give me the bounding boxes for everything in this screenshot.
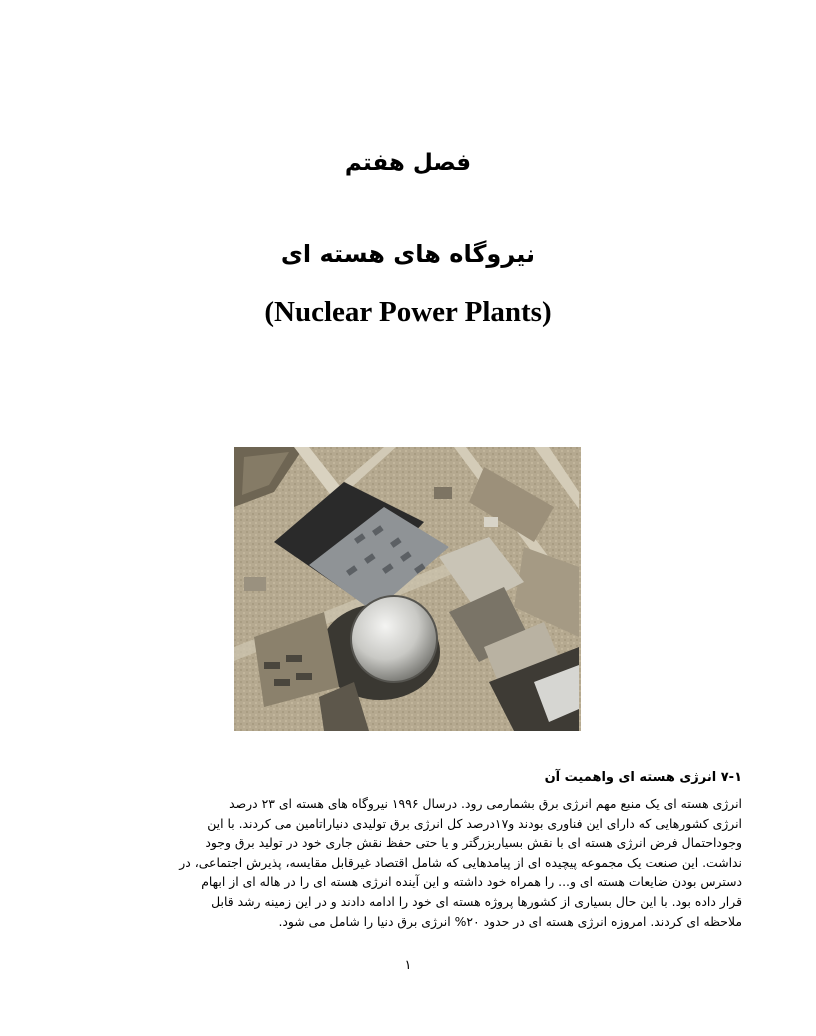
paragraph-line: قرار داده بود. با این حال بسیاری از کشورها پروژه هسته ای خود را ادامه دادند و در این زمینه رشد قابل xyxy=(211,893,742,909)
chapter-title: فصل هفتم xyxy=(344,150,472,176)
english-title: (Nuclear Power Plants) xyxy=(264,296,552,328)
paragraph-line: انرژی هسته ای یک منبع مهم انرژی برق بشمارمی رود. درسال ۱۹۹۶ نیروگاه های هسته ای ۲۳ درصد xyxy=(229,796,742,811)
paragraph-line: وجوداحتمال فرض انرژی هسته ای با نقش بسیاربزرگتر و یا حتی حفظ نقش جاری خود در تولید برق وجود xyxy=(205,835,742,851)
main-title: نیروگاه های هسته ای xyxy=(280,240,536,268)
nuclear-plant-aerial-photo xyxy=(234,447,581,731)
section-heading: ۷-۱ انرژی هسته ای واهمیت آن xyxy=(544,770,742,785)
body-paragraph xyxy=(74,794,742,931)
page-number: ۱ xyxy=(404,958,412,973)
paragraph-line: نداشت. این صنعت یک مجموعه پیچیده ای از پیامدهایی که شامل اقتصاد غیرقابل مقایسه، پذیرش اجتماعی، در xyxy=(179,854,742,870)
paragraph-line: انرژی کشورهایی که دارای این فناوری بودند و۱۷درصد کل انرژی برق تولیدی دنیاراتامین می کردند. با این xyxy=(207,815,742,831)
paragraph-line: ملاحظه ای کردند. امروزه انرژی هسته ای در حدود ۲۰% انرژی برق دنیا را شامل می شود. xyxy=(278,913,742,929)
paragraph-line: دسترس بودن ضایعات هسته ای و... را همراه خود داشته و این آینده انرژی هسته ای را در هاله ای از ابهام xyxy=(201,874,742,890)
